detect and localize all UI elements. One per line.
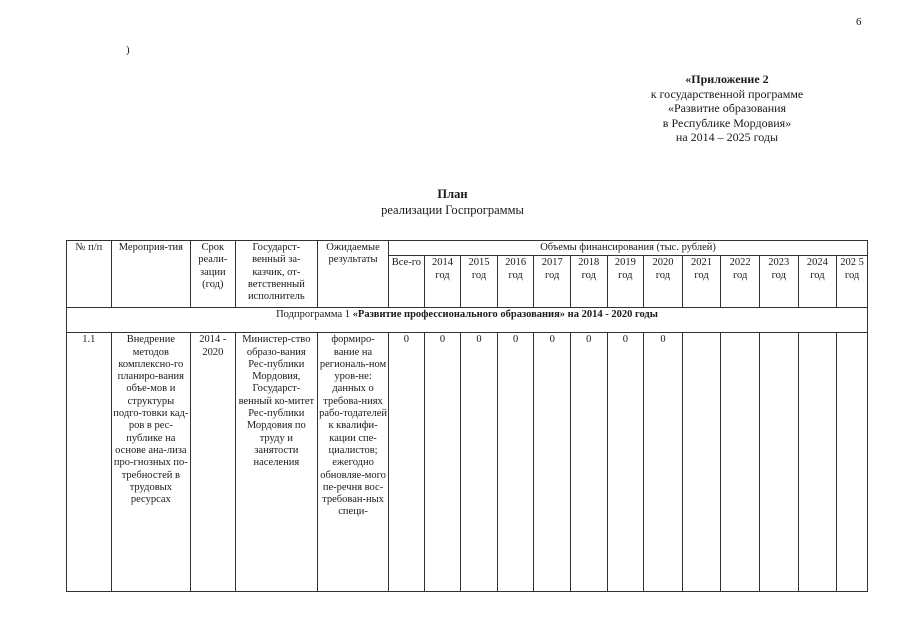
header-year: 2015 год	[461, 256, 498, 308]
row-value: 0	[570, 333, 607, 592]
plan-title: План	[437, 187, 468, 201]
subprogram-row	[67, 308, 868, 333]
header-customer: Государст-венный за-казчик, от-ветственный исполнитель	[235, 241, 317, 308]
row-value: 0	[424, 333, 461, 592]
annex-line: в Республике Мордовия»	[662, 115, 792, 130]
row-value	[759, 333, 798, 592]
header-period: Срок реали-зации (год)	[190, 241, 235, 308]
header-row-top	[67, 241, 868, 256]
table-row	[67, 333, 868, 592]
annex-line: «Развитие образования	[667, 101, 787, 115]
header-year: 2014 год	[424, 256, 461, 308]
row-value: 0	[644, 333, 683, 592]
header-year: 2023 год	[759, 256, 798, 308]
annex-line: к государственной программе	[650, 86, 804, 101]
header-year: 2020 год	[644, 256, 683, 308]
row-value	[721, 333, 760, 592]
subprogram-prefix: Подпрограмма 1	[276, 309, 353, 321]
row-num: 1.1	[67, 333, 112, 592]
row-customer: Министер-ство образо-вания Рес-публики Мордовия, Государст-венный ко-митет Рес-публики Мордовия по труду и занятости населения	[235, 333, 317, 592]
annex-block	[597, 72, 857, 145]
subprogram-name: «Развитие профессионального образования» на 2014 - 2020 годы	[352, 309, 658, 321]
page-number: 6	[856, 16, 862, 28]
header-results: Ожидаемые результаты	[317, 241, 388, 308]
row-value: 0	[389, 333, 425, 592]
header-num: № п/п	[67, 241, 112, 308]
header-year: 2017 год	[534, 256, 571, 308]
row-event: Внедрение методов комплексно-го планиро-вания объе-мов и структуры подго-товки кад-ров в рес-публике на основе ана-лиза про-гнозных по-требностей в трудовых ресурсах	[111, 333, 190, 592]
header-total: Все-го	[389, 256, 425, 308]
row-value	[798, 333, 837, 592]
header-year: 2021 год	[682, 256, 721, 308]
header-year: 202 5 год	[837, 256, 868, 308]
row-period: 2014 - 2020	[190, 333, 235, 592]
header-funding-group: Объемы финансирования (тыс. рублей)	[389, 241, 868, 256]
plan-subtitle: реализации Госпрограммы	[381, 203, 524, 217]
row-value	[682, 333, 721, 592]
subprogram-cell	[67, 308, 868, 333]
stray-mark: )	[126, 44, 130, 56]
header-year: 2024 год	[798, 256, 837, 308]
plan-table	[66, 240, 868, 592]
header-event: Мероприя-тия	[111, 241, 190, 308]
row-results: формиро-вание на региональ-ном уров-не: данных о требова-ниях рабо-тодателей к квалифи-кации спе-циалистов; ежегодно обновляе-мого пе-речня вос-требован-ных специ-	[317, 333, 388, 592]
header-year: 2022 год	[721, 256, 760, 308]
annex-title: «Приложение 2	[685, 72, 769, 86]
row-value: 0	[534, 333, 571, 592]
annex-line: на 2014 – 2025 годы	[675, 130, 779, 144]
row-value: 0	[607, 333, 644, 592]
row-value: 0	[497, 333, 534, 592]
header-year: 2016 год	[497, 256, 534, 308]
row-value: 0	[461, 333, 498, 592]
row-value	[837, 333, 868, 592]
header-year: 2019 год	[607, 256, 644, 308]
plan-heading	[0, 186, 905, 218]
header-year: 2018 год	[570, 256, 607, 308]
